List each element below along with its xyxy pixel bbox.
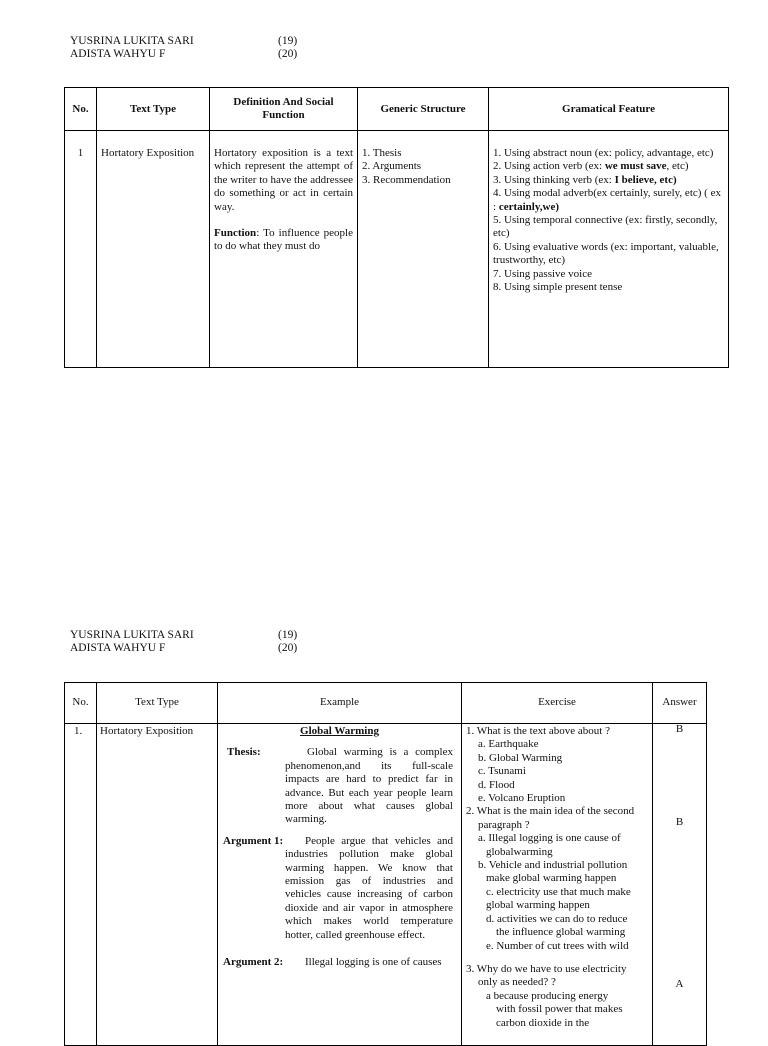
argument-2-paragraph [223, 956, 461, 969]
text-type-cell: Hortatory Exposition [97, 131, 210, 368]
argument-2-label: Argument 2: [223, 956, 284, 969]
answer-3: A [675, 977, 684, 990]
exercise-cell [462, 724, 653, 1046]
answer-2: B [675, 816, 684, 829]
author-name: ADISTA WAHYU F [70, 48, 166, 60]
argument-2-text: Illegal logging is one of causes [305, 956, 442, 969]
text-type-definition-table [64, 87, 729, 368]
author-number: (20) [278, 48, 298, 60]
example-title: Global Warming [300, 725, 379, 737]
question-3-cont: only as needed? ? [478, 976, 556, 989]
option: a. Earthquake [478, 738, 539, 751]
option-cont: the influence global warming [496, 926, 626, 939]
option-cont: global warming happen [486, 899, 590, 912]
author-block-2 [70, 629, 297, 655]
col-header-answer: Answer [653, 683, 707, 724]
option: c. electricity use that much make [486, 885, 631, 898]
table-row [65, 131, 729, 368]
author-number: (20) [278, 642, 298, 654]
col-header-example: Example [218, 683, 462, 724]
example-cell [218, 724, 462, 1046]
list-item: 5. Using temporal connective (ex: firstly, secondly, etc) [493, 214, 718, 240]
option: e. Number of cut trees with wild [486, 939, 629, 952]
answer-cell [653, 724, 707, 1046]
list-item: 3. Using thinking verb (ex: I believe, etc) [493, 173, 677, 186]
author-name: ADISTA WAHYU F [70, 642, 166, 654]
col-header-definition: Definition And Social Function [210, 88, 358, 131]
option: a because producing energy [486, 989, 609, 1002]
definition-text: Hortatory exposition is a text which represent the attempt of the writer to have the addressee do something or act in certain way. [214, 147, 353, 213]
question-1: 1. What is the text above about ? [466, 725, 610, 737]
list-item: 2. Arguments [362, 160, 422, 173]
option-cont: with fossil power that makes [496, 1003, 623, 1016]
col-header-exercise: Exercise [462, 683, 653, 724]
list-item: 4. Using modal adverb(ex certainly, surely, etc) ( ex : certainly,we) [493, 187, 721, 213]
option: a. Illegal logging is one cause of [478, 832, 621, 845]
list-item: 7. Using passive voice [493, 267, 592, 280]
function-label: Function [214, 227, 257, 240]
row-number: 1. [65, 724, 97, 1046]
question-2-cont: paragraph ? [478, 818, 530, 831]
thesis-text: Global warming is a complex phenomenon,and its full-scale impacts are hard to predict far in advance. But each year people learn more about what causes global warming. [285, 746, 453, 826]
thesis-paragraph [227, 746, 461, 826]
table-row [65, 724, 707, 1046]
features-cell [489, 131, 729, 368]
col-header-no: No. [65, 683, 97, 724]
thesis-label: Thesis: [227, 746, 261, 759]
list-item: 6. Using evaluative words (ex: important, valuable, trustworthy, etc) [493, 240, 719, 267]
function-text: Function: To influence people to do what they must do [214, 227, 353, 253]
answer-1: B [675, 723, 684, 735]
text-type-cell: Hortatory Exposition [97, 724, 218, 1046]
question-3: 3. Why do we have to use electricity [466, 962, 627, 975]
option: c. Tsunami [478, 765, 526, 778]
option-cont: globalwarming [486, 845, 553, 858]
question-2: 2. What is the main idea of the second [466, 805, 635, 818]
list-item: 1. Thesis [362, 147, 402, 159]
structure-cell [358, 131, 489, 368]
option: b. Vehicle and industrial pollution [478, 859, 628, 872]
list-item: 1. Using abstract noun (ex: policy, advantage, etc) [493, 147, 714, 159]
author-number: (19) [278, 629, 298, 641]
list-item: 2. Using action verb (ex: we must save, etc) [493, 160, 689, 173]
option-cont: carbon dioxide in the [496, 1016, 590, 1029]
col-header-text-type: Text Type [97, 88, 210, 131]
author-block-1 [70, 35, 297, 61]
option: e. Volcano Eruption [478, 792, 566, 805]
option: b. Global Warming [478, 751, 563, 764]
argument-1-label: Argument 1: [223, 834, 284, 847]
example-exercise-table [64, 682, 707, 1046]
option: d. Flood [478, 778, 515, 791]
definition-cell [210, 131, 358, 368]
author-name: YUSRINA LUKITA SARI [70, 35, 194, 47]
col-header-features: Gramatical Feature [489, 88, 729, 131]
argument-1-paragraph [223, 835, 461, 942]
col-header-structure: Generic Structure [358, 88, 489, 131]
argument-1-text: People argue that vehicles and industries pollution make global warming happen. We know that emission gas of industries and vehicles cause increasing of carbon dioxide and air vapor in atmosphere which makes world temperature hotter, called greenhouse effect. [285, 834, 453, 941]
list-item: 3. Recommendation [362, 173, 451, 186]
option: d. activities we can do to reduce [486, 912, 628, 925]
list-item: 8. Using simple present tense [493, 281, 623, 294]
col-header-no: No. [65, 88, 97, 131]
author-name: YUSRINA LUKITA SARI [70, 629, 194, 641]
col-header-text-type: Text Type [97, 683, 218, 724]
option-cont: make global warming happen [486, 872, 617, 885]
author-number: (19) [278, 35, 298, 47]
row-number: 1 [65, 131, 97, 368]
